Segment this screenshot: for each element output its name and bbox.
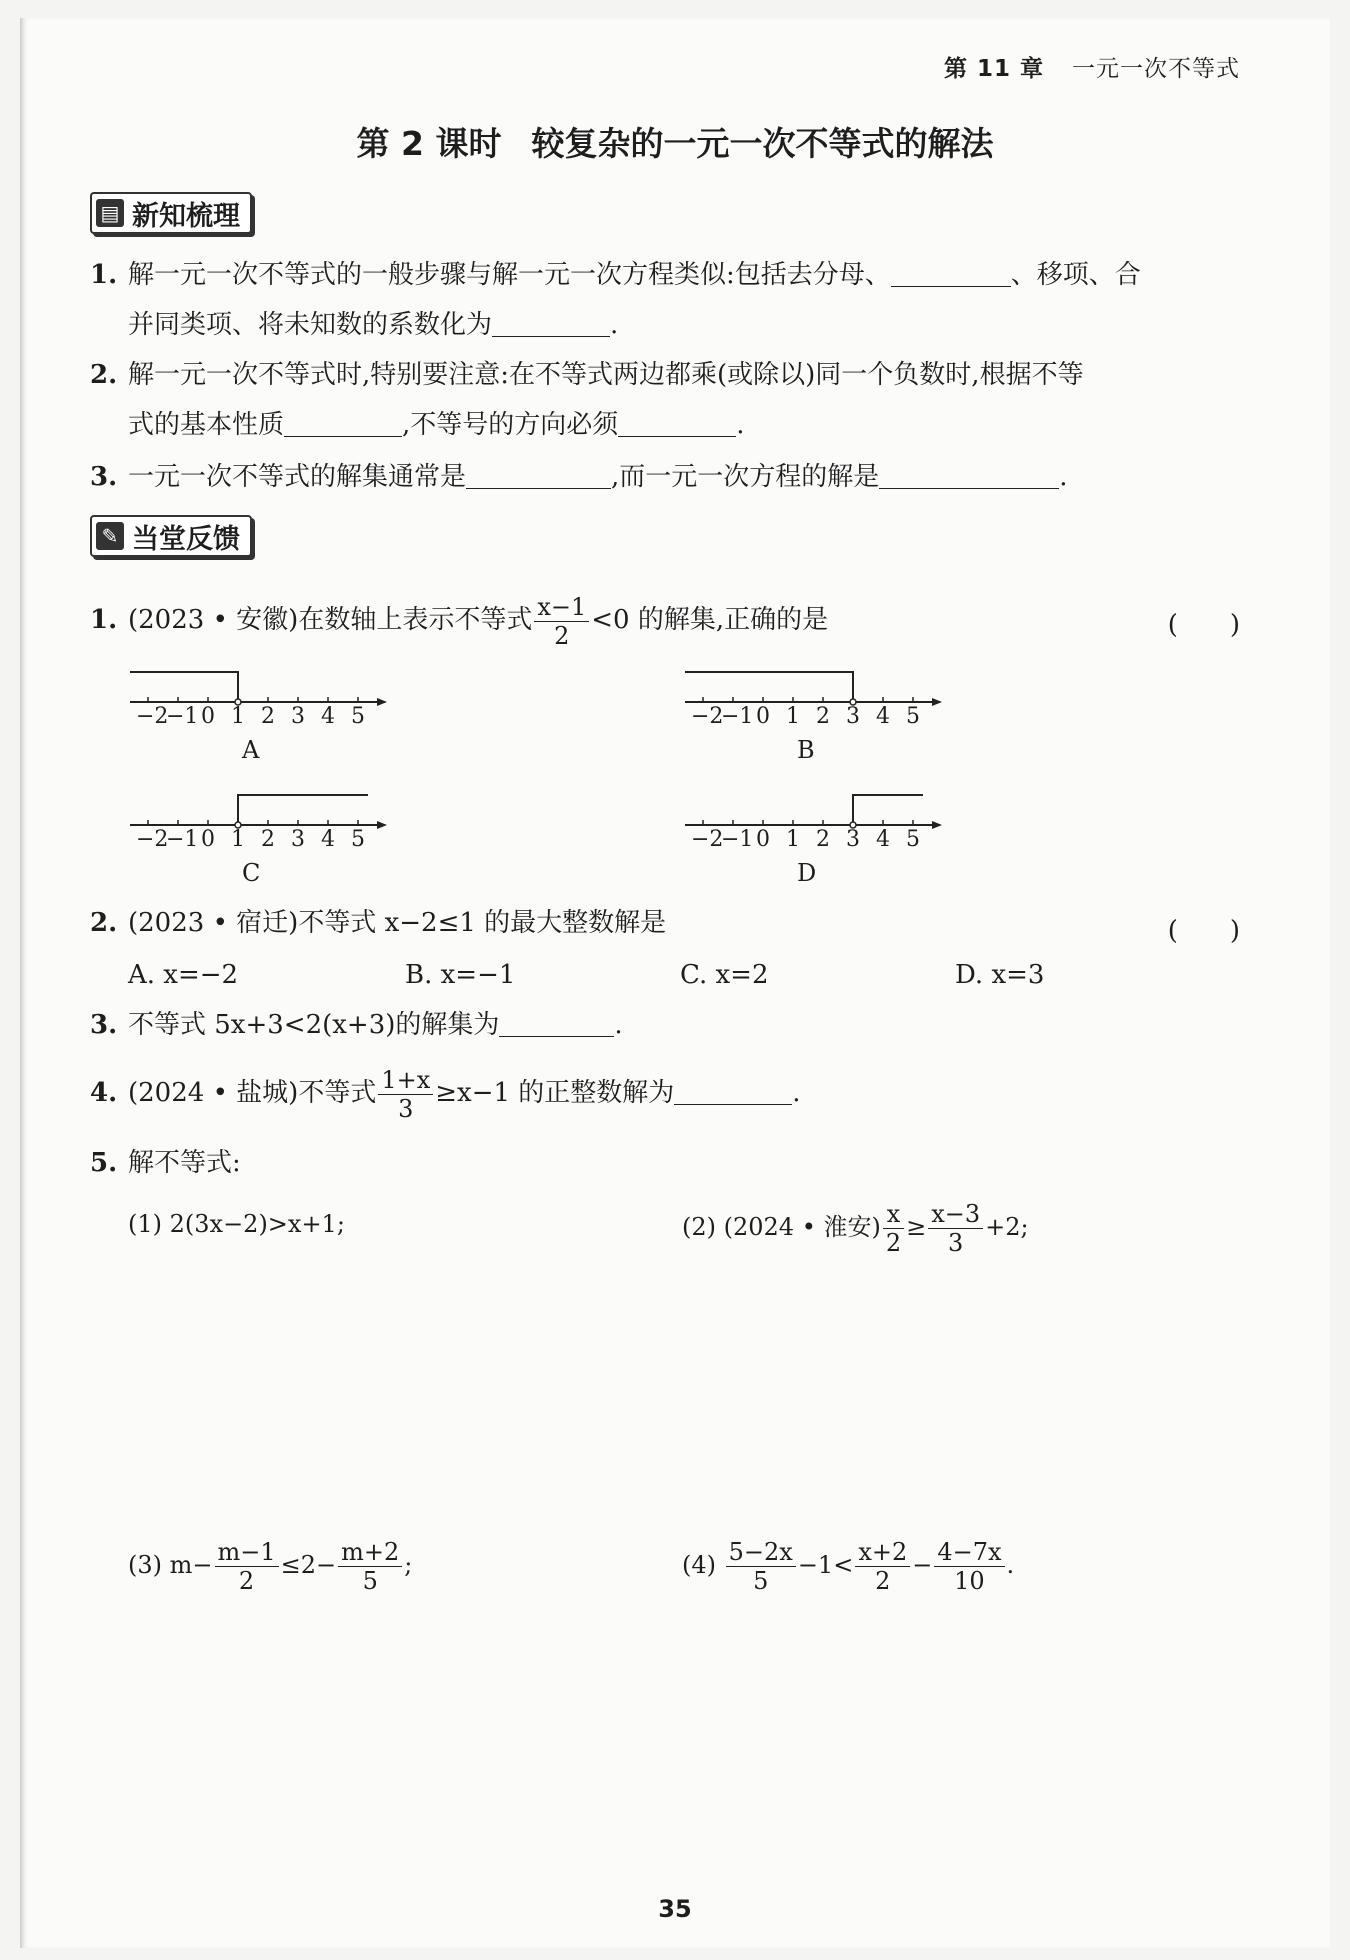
chapter-topic: 一元一次不等式 xyxy=(1072,56,1240,82)
item-text: . xyxy=(736,410,745,440)
tick-label: 2 xyxy=(816,827,830,852)
chapter-label: 第 11 章 xyxy=(943,56,1044,82)
tick-label: 1 xyxy=(786,704,800,729)
sub-text: ≤2− xyxy=(280,1551,337,1579)
sub-text: −1< xyxy=(797,1551,854,1579)
tick-label: 4 xyxy=(876,704,890,729)
numberline-option-d[interactable] xyxy=(680,783,960,897)
section-header-new-knowledge xyxy=(90,192,252,234)
question-number: 5. xyxy=(90,1148,118,1178)
knowledge-item-3 xyxy=(90,452,1240,502)
tick-label: −2 xyxy=(691,704,724,729)
item-text: ,不等号的方向必须 xyxy=(402,410,619,440)
knowledge-item-2 xyxy=(90,350,1240,450)
option-label-b: B xyxy=(797,736,815,764)
tick-label: 0 xyxy=(756,827,770,852)
answer-blank[interactable] xyxy=(879,458,1059,489)
tick-label: 1 xyxy=(786,827,800,852)
item-text: . xyxy=(610,310,619,340)
numerator: 1+x xyxy=(378,1066,433,1095)
denominator: 5 xyxy=(753,1567,769,1595)
tick-label: 0 xyxy=(201,704,215,729)
tick-label: 3 xyxy=(291,704,305,729)
sub-text: +2; xyxy=(985,1213,1029,1241)
numerator: x+2 xyxy=(855,1538,910,1567)
sub-text: (4) xyxy=(682,1551,724,1579)
choice-a[interactable]: A. x=−2 xyxy=(128,960,239,990)
tick-label: 5 xyxy=(906,827,920,852)
answer-blank[interactable] xyxy=(284,406,402,437)
tick-label: 3 xyxy=(846,827,860,852)
sub-text: ≥ xyxy=(906,1213,927,1241)
tick-label: 2 xyxy=(816,704,830,729)
question-4 xyxy=(90,1058,1240,1128)
tick-label: 1 xyxy=(231,704,245,729)
denominator: 5 xyxy=(362,1567,378,1595)
denominator: 2 xyxy=(885,1229,902,1257)
question-number: 1. xyxy=(90,605,118,635)
item-number: 2. xyxy=(90,360,118,390)
fraction xyxy=(378,1066,433,1123)
book-icon: ▤ xyxy=(96,199,124,227)
answer-parentheses[interactable]: ( ) xyxy=(1167,610,1240,640)
tick-label: −1 xyxy=(166,704,199,729)
item-text: ,而一元一次方程的解是 xyxy=(611,462,880,492)
question-text: (2024 • 盐城)不等式 xyxy=(128,1078,377,1108)
answer-blank[interactable] xyxy=(492,306,610,337)
question-text: (2023 • 安徽)在数轴上表示不等式 xyxy=(128,605,533,635)
denominator: 2 xyxy=(238,1567,255,1595)
denominator: 3 xyxy=(398,1094,414,1123)
fraction xyxy=(855,1538,910,1595)
page-title xyxy=(0,118,1350,165)
sub-problem-2 xyxy=(682,1192,1029,1262)
tick-label: 5 xyxy=(351,704,365,729)
question-text: . xyxy=(614,1010,623,1040)
question-number: 2. xyxy=(90,908,118,938)
denominator: 10 xyxy=(954,1567,985,1595)
item-number: 1. xyxy=(90,260,118,290)
fraction xyxy=(883,1200,904,1257)
tick-label: 5 xyxy=(351,827,365,852)
item-text: 解一元一次不等式时,特别要注意:在不等式两边都乘(或除以)同一个负数时,根据不等 xyxy=(128,360,1084,390)
question-number: 4. xyxy=(90,1078,118,1108)
item-text: 并同类项、将未知数的系数化为 xyxy=(128,310,493,340)
section-label: 当堂反馈 xyxy=(132,523,240,555)
tick-label: −1 xyxy=(166,827,199,852)
denominator: 2 xyxy=(554,621,570,650)
tick-label: 4 xyxy=(321,704,335,729)
item-number: 3. xyxy=(90,462,118,492)
fraction xyxy=(534,593,589,650)
choice-b[interactable]: B. x=−1 xyxy=(405,960,516,990)
tick-label: 5 xyxy=(906,704,920,729)
tick-label: −1 xyxy=(721,704,754,729)
fraction xyxy=(934,1538,1004,1595)
numerator: 4−7x xyxy=(934,1538,1004,1567)
denominator: 2 xyxy=(875,1567,891,1595)
tick-label: −2 xyxy=(136,704,169,729)
answer-parentheses[interactable]: ( ) xyxy=(1167,916,1240,946)
item-text: 式的基本性质 xyxy=(128,410,285,440)
pencil-icon: ✎ xyxy=(96,522,124,550)
lesson-number: 第 2 课时 xyxy=(356,124,502,163)
item-text: . xyxy=(1059,462,1068,492)
numerator: x−1 xyxy=(534,593,589,622)
fraction xyxy=(215,1538,279,1595)
option-label-a: A xyxy=(242,736,260,764)
tick-label: −1 xyxy=(721,827,754,852)
question-text: . xyxy=(792,1078,801,1108)
question-text: <0 的解集,正确的是 xyxy=(591,605,829,635)
numberline-option-a[interactable] xyxy=(125,660,405,774)
tick-label: 2 xyxy=(261,704,275,729)
tick-label: 3 xyxy=(291,827,305,852)
numberline-option-b[interactable] xyxy=(680,660,960,774)
sub-text: − xyxy=(912,1551,933,1579)
item-text: 解一元一次不等式的一般步骤与解一元一次方程类似:包括去分母、 xyxy=(128,260,891,290)
tick-label: 0 xyxy=(756,704,770,729)
running-header xyxy=(944,50,1240,83)
tick-label: 4 xyxy=(876,827,890,852)
sub-text: (3) m− xyxy=(128,1551,213,1579)
sub-problem-4 xyxy=(682,1530,1014,1600)
lesson-name: 较复杂的一元一次不等式的解法 xyxy=(531,124,994,163)
question-text: (2023 • 宿迁)不等式 x−2≤1 的最大整数解是 xyxy=(128,908,667,938)
numberline-option-c[interactable] xyxy=(125,783,405,897)
knowledge-item-1 xyxy=(90,250,1240,350)
numerator: x xyxy=(883,1200,904,1229)
numerator: m+2 xyxy=(338,1538,402,1567)
numerator: x−3 xyxy=(928,1200,983,1229)
fraction xyxy=(338,1538,402,1595)
section-header-feedback xyxy=(90,515,252,557)
tick-label: 1 xyxy=(231,827,245,852)
answer-blank[interactable] xyxy=(499,1006,614,1037)
section-label: 新知梳理 xyxy=(132,200,240,232)
answer-blank[interactable] xyxy=(891,256,1011,287)
tick-label: −2 xyxy=(691,827,724,852)
tick-label: 0 xyxy=(201,827,215,852)
question-2 xyxy=(90,898,1240,948)
denominator: 3 xyxy=(948,1229,964,1257)
numerator: 5−2x xyxy=(726,1538,796,1567)
question-text: ≥x−1 的正整数解为 xyxy=(435,1078,675,1108)
tick-label: 3 xyxy=(846,704,860,729)
tick-label: −2 xyxy=(136,827,169,852)
sub-text: (2) (2024 • 淮安) xyxy=(682,1213,881,1241)
question-text: 不等式 5x+3<2(x+3)的解集为 xyxy=(128,1010,500,1040)
item-text: 一元一次不等式的解集通常是 xyxy=(128,462,467,492)
option-label-c: C xyxy=(242,859,261,887)
tick-label: 2 xyxy=(261,827,275,852)
fraction xyxy=(928,1200,983,1257)
choice-c[interactable]: C. x=2 xyxy=(680,960,769,990)
answer-blank[interactable] xyxy=(618,406,736,437)
fraction xyxy=(726,1538,796,1595)
tick-label: 4 xyxy=(321,827,335,852)
item-text: 、移项、合 xyxy=(1010,260,1141,290)
sub-problem-3 xyxy=(128,1530,412,1600)
question-5 xyxy=(90,1138,1240,1188)
sub-text: . xyxy=(1006,1551,1015,1579)
question-1 xyxy=(90,590,1240,650)
answer-blank[interactable] xyxy=(466,458,611,489)
question-text: 解不等式: xyxy=(128,1148,241,1178)
page-number: 35 xyxy=(658,1895,692,1923)
numerator: m−1 xyxy=(215,1538,279,1567)
question-3 xyxy=(90,1000,1240,1050)
option-label-d: D xyxy=(797,859,817,887)
choice-d[interactable]: D. x=3 xyxy=(955,960,1045,990)
answer-blank[interactable] xyxy=(674,1074,792,1105)
question-number: 3. xyxy=(90,1010,118,1040)
sub-text: ; xyxy=(404,1551,413,1579)
sub-problem-1: (1) 2(3x−2)>x+1; xyxy=(128,1210,345,1238)
